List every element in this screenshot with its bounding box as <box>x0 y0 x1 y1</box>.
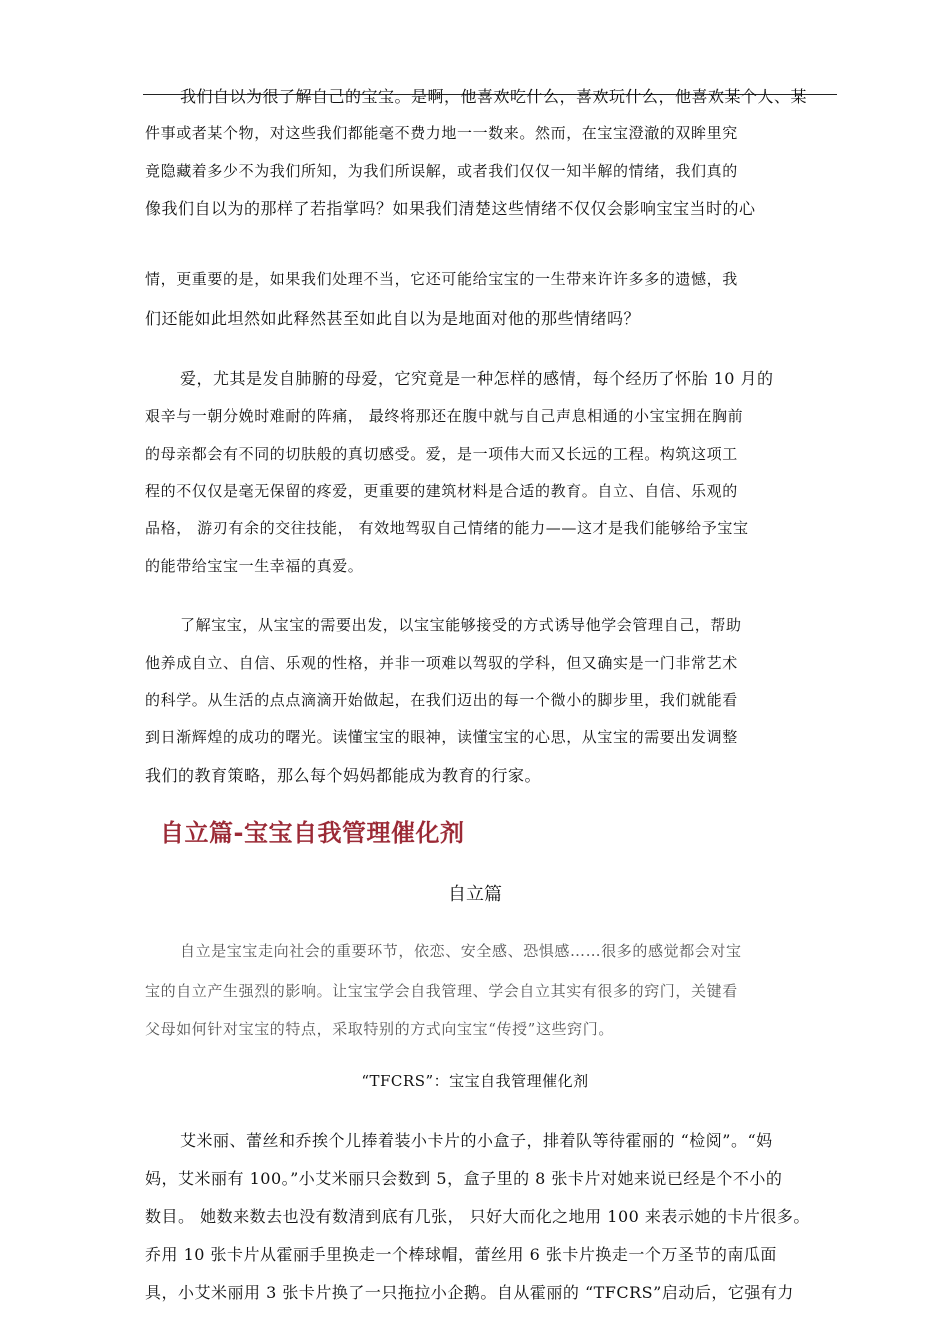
independence-line-1: 自立是宝宝走向社会的重要环节，依恋、安全感、恐惧感……很多的感觉都会对宝 <box>180 942 742 960</box>
understand-line-1: 了解宝宝，从宝宝的需要出发，以宝宝能够接受的方式诱导他学会管理自己，帮助 <box>180 616 742 634</box>
understand-line-3: 的科学。从生活的点点滴滴开始做起，在我们迈出的每一个微小的脚步里，我们就能看 <box>145 691 738 709</box>
story-line-1: 艾米丽、蕾丝和乔挨个儿捧着装小卡片的小盒子，排着队等待霍丽的 “检阅”。“妈 <box>180 1131 773 1150</box>
understand-line-2: 他养成自立、自信、乐观的性格，并非一项难以驾驭的学科，但又确实是一门非常艺术 <box>145 654 738 672</box>
intro-line-3: 竟隐藏着多少不为我们所知，为我们所误解，或者我们仅仅一知半解的情绪，我们真的 <box>145 162 738 180</box>
love-line-3: 的母亲都会有不同的切肤般的真切感受。爱，是一项伟大而又长远的工程。构筑这项工 <box>145 445 738 463</box>
story-line-2: 妈，艾米丽有 100。”小艾米丽只会数到 5，盒子里的 8 张卡片对她来说已经是个不小的 <box>145 1169 783 1188</box>
intro-line-2: 件事或者某个物，对这些我们都能毫不费力地一一数来。然而，在宝宝澄澈的双眸里究 <box>145 124 738 142</box>
subheading: 自立篇 <box>448 884 502 905</box>
understand-line-5: 我们的教育策略，那么每个妈妈都能成为教育的行家。 <box>145 766 542 785</box>
love-line-6: 的能带给宝宝一生幸福的真爱。 <box>145 557 364 575</box>
tfcrs-title: “TFCRS”：宝宝自我管理催化剂 <box>361 1072 589 1090</box>
intro-line-1: 我们自以为很了解自己的宝宝。是啊，他喜欢吃什么，喜欢玩什么，他喜欢某个人、某 <box>180 87 808 106</box>
love-line-1: 爱，尤其是发自肺腑的母爱，它究竟是一种怎样的感情，每个经历了怀胎 10 月的 <box>180 369 774 388</box>
section-heading: 自立篇-宝宝自我管理催化剂 <box>160 819 465 847</box>
independence-line-3: 父母如何针对宝宝的特点，采取特别的方式向宝宝“传授”这些窍门。 <box>145 1020 614 1038</box>
love-line-2: 艰辛与一朝分娩时难耐的阵痛， 最终将那还在腹中就与自己声息相通的小宝宝拥在胸前 <box>145 407 744 425</box>
love-line-4: 程的不仅仅是毫无保留的疼爱，更重要的建筑材料是合适的教育。自立、自信、乐观的 <box>145 482 738 500</box>
love-line-5: 品格， 游刃有余的交往技能， 有效地驾驭自己情绪的能力——这才是我们能够给予宝宝 <box>145 519 749 537</box>
story-line-3: 数目。 她数来数去也没有数清到底有几张， 只好大而化之地用 100 来表示她的卡片很多。 <box>145 1207 810 1226</box>
independence-line-2: 宝的自立产生强烈的影响。让宝宝学会自我管理、学会自立其实有很多的窍门，关键看 <box>145 982 738 1000</box>
story-line-4: 乔用 10 张卡片从霍丽手里换走一个棒球帽，蕾丝用 6 张卡片换走一个万圣节的南瓜面 <box>145 1245 777 1264</box>
intro-line-4: 像我们自以为的那样了若指掌吗？如果我们清楚这些情绪不仅仅会影响宝宝当时的心 <box>145 199 756 218</box>
intro-line-5: 情，更重要的是，如果我们处理不当，它还可能给宝宝的一生带来许许多多的遗憾，我 <box>145 270 738 288</box>
story-line-5: 具，小艾米丽用 3 张卡片换了一只拖拉小企鹅。自从霍丽的 “TFCRS”启动后，它强有力 <box>145 1283 794 1302</box>
intro-line-6: 们还能如此坦然如此释然甚至如此自以为是地面对他的那些情绪吗？ <box>145 309 641 328</box>
understand-line-4: 到日渐辉煌的成功的曙光。读懂宝宝的眼神，读懂宝宝的心思，从宝宝的需要出发调整 <box>145 728 738 746</box>
